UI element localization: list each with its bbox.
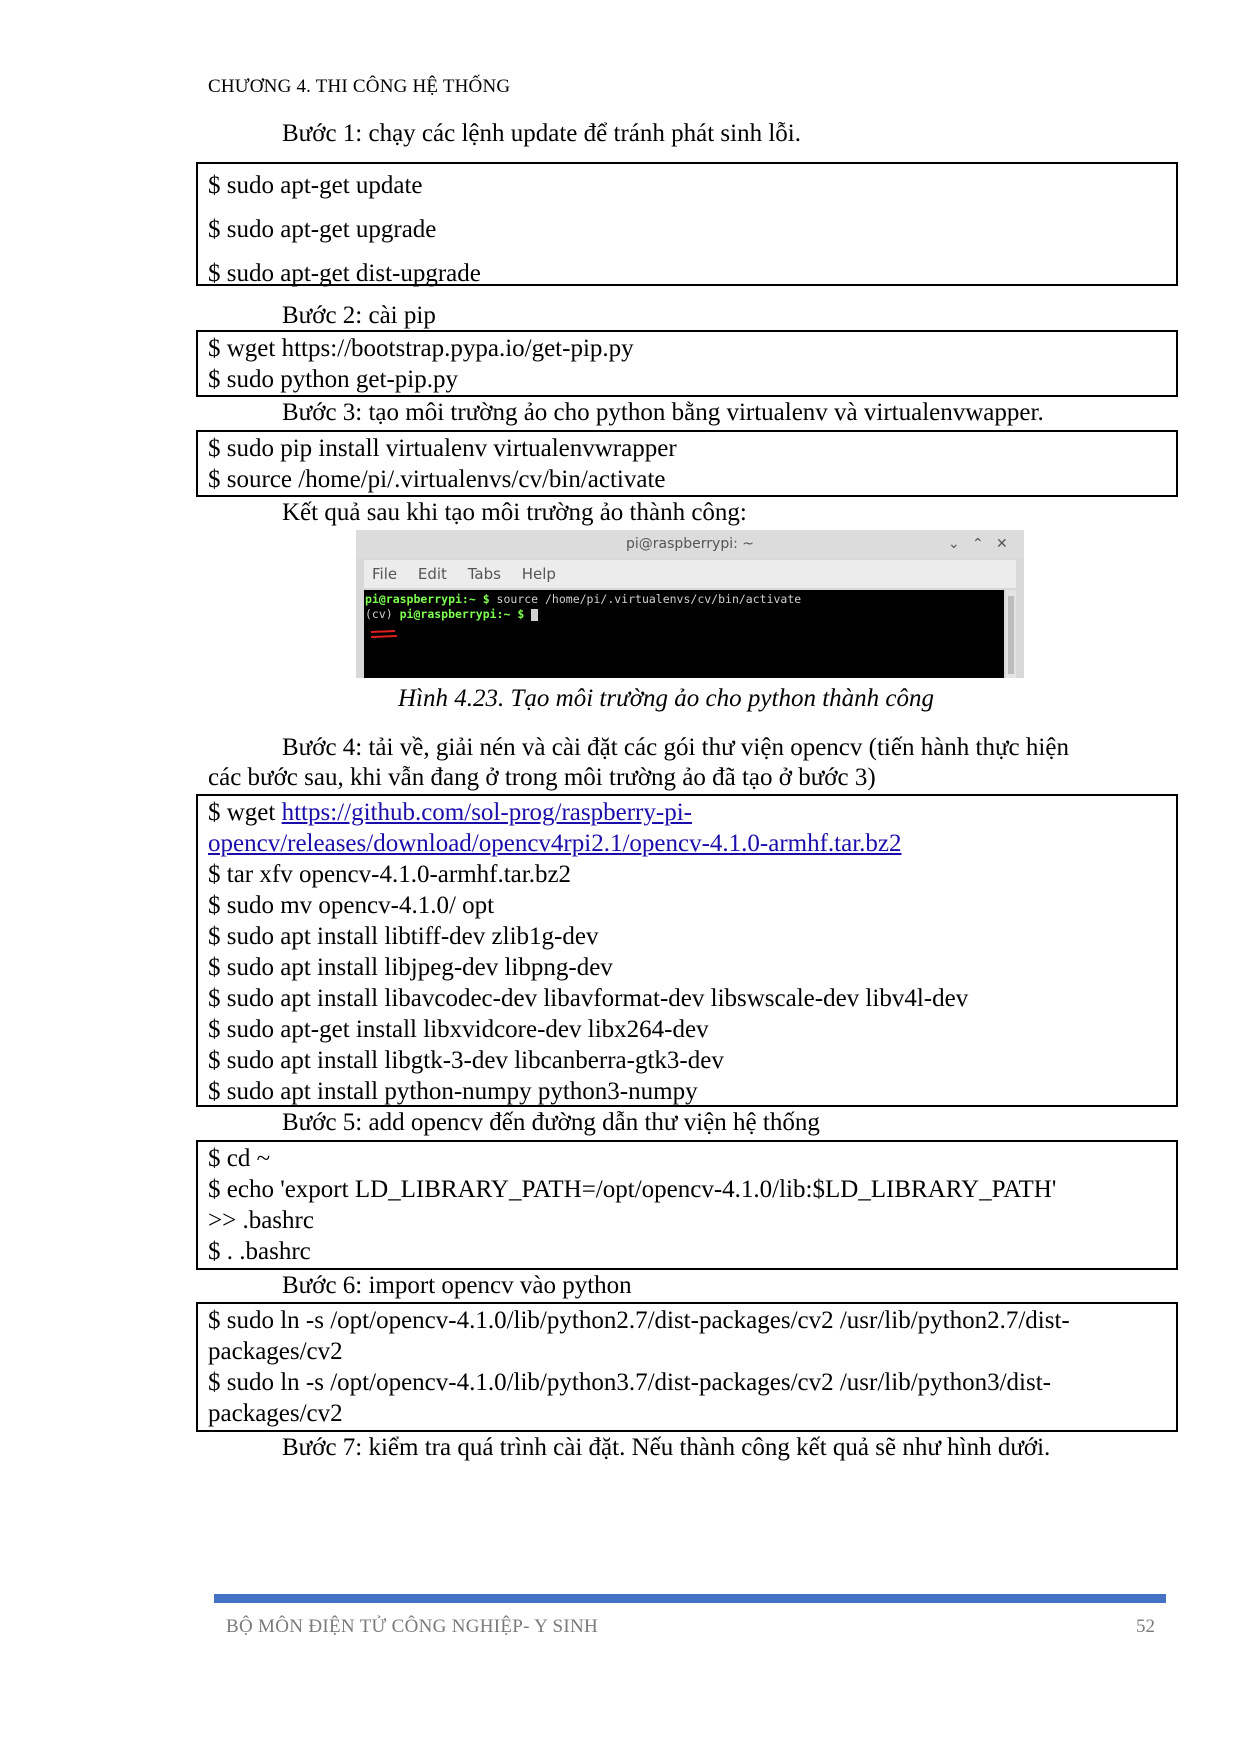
code-line: $ sudo pip install virtualenv virtualenvwrapper	[208, 435, 677, 462]
code-line: $ source /home/pi/.virtualenvs/cv/bin/activate	[208, 466, 666, 493]
code-line: packages/cv2	[208, 1400, 343, 1427]
code-line: $ wget https://bootstrap.pypa.io/get-pip.py	[208, 335, 634, 362]
menu-tabs: Tabs	[467, 565, 501, 583]
menu-file: File	[372, 565, 398, 583]
opencv-download-link[interactable]: opencv/releases/download/opencv4rpi2.1/opencv-4.1.0-armhf.tar.bz2	[208, 830, 902, 857]
step4-code-box	[196, 794, 1178, 1107]
result-text: Kết quả sau khi tạo môi trường ảo thành công:	[282, 499, 747, 526]
code-line: $ sudo apt-get upgrade	[208, 216, 437, 243]
step3-text: Bước 3: tạo môi trường ảo cho python bằng virtualenv và virtualenvwapper.	[282, 399, 1044, 426]
code-line: $ sudo apt install libtiff-dev zlib1g-dev	[208, 923, 599, 950]
page-number: 52	[1136, 1616, 1155, 1637]
terminal-scroll-thumb	[1008, 596, 1014, 674]
red-underline-mark	[369, 628, 409, 642]
terminal-cursor	[531, 609, 538, 621]
step6-code-box	[196, 1302, 1178, 1432]
menu-edit: Edit	[417, 565, 447, 583]
footer-department: BỘ MÔN ĐIỆN TỬ CÔNG NGHIỆP- Y SINH	[226, 1616, 599, 1637]
step2-text: Bước 2: cài pip	[282, 302, 436, 329]
terminal-screen	[364, 590, 1004, 678]
step3-code-box	[196, 430, 1178, 497]
code-line: $ sudo ln -s /opt/opencv-4.1.0/lib/python2.7/dist-packages/cv2 /usr/lib/python2.7/dist-	[208, 1307, 1070, 1334]
code-line: $ sudo mv opencv-4.1.0/ opt	[208, 892, 495, 919]
terminal-screenshot	[356, 530, 1024, 678]
footer-bar	[214, 1594, 1166, 1603]
code-line: $ sudo apt-get dist-upgrade	[208, 260, 481, 287]
close-icon: ✕	[996, 536, 1008, 552]
code-line: $ . .bashrc	[208, 1238, 311, 1265]
code-line: $ sudo apt-get update	[208, 172, 423, 199]
terminal-prompt: pi@raspberrypi:~ $	[399, 607, 532, 621]
code-line: $ echo 'export LD_LIBRARY_PATH=/opt/opencv-4.1.0/lib:$LD_LIBRARY_PATH'	[208, 1176, 1057, 1203]
code-line: $ sudo apt install libgtk-3-dev libcanberra-gtk3-dev	[208, 1047, 724, 1074]
step1-text: Bước 1: chạy các lệnh update để tránh phát sinh lỗi.	[282, 120, 801, 147]
code-line: packages/cv2	[208, 1338, 343, 1365]
wget-prefix: $ wget	[208, 799, 282, 826]
step7-text: Bước 7: kiểm tra quá trình cài đặt. Nếu thành công kết quả sẽ như hình dưới.	[282, 1434, 1051, 1461]
step4-text-line2: các bước sau, khi vẫn đang ở trong môi trường ảo đã tạo ở bước 3)	[208, 764, 876, 791]
code-line: >> .bashrc	[208, 1207, 314, 1234]
figure-caption: Hình 4.23. Tạo môi trường ảo cho python thành công	[398, 685, 934, 712]
code-line: $ sudo apt install libjpeg-dev libpng-dev	[208, 954, 613, 981]
menu-help: Help	[521, 565, 556, 583]
maximize-icon: ⌃	[972, 536, 984, 552]
terminal-env: (cv)	[365, 607, 400, 621]
opencv-download-link[interactable]: https://github.com/sol-prog/raspberry-pi-	[281, 799, 692, 826]
code-line: $ sudo python get-pip.py	[208, 366, 458, 393]
code-line: $ tar xfv opencv-4.1.0-armhf.tar.bz2	[208, 861, 572, 888]
terminal-menu-bar	[364, 560, 1016, 588]
code-line: $ cd ~	[208, 1145, 271, 1172]
step6-text: Bước 6: import opencv vào python	[282, 1272, 632, 1299]
terminal-prompt: pi@raspberrypi:~ $	[365, 592, 490, 606]
step5-text: Bước 5: add opencv đến đường dẫn thư viện hệ thống	[282, 1109, 820, 1136]
code-line: $ sudo apt install libavcodec-dev libavformat-dev libswscale-dev libv4l-dev	[208, 985, 969, 1012]
terminal-title: pi@raspberrypi: ~	[356, 530, 1024, 558]
step2-code-box	[196, 330, 1178, 397]
step5-code-box	[196, 1140, 1178, 1270]
step1-code-box	[196, 162, 1178, 286]
step4-text-line1: Bước 4: tải về, giải nén và cài đặt các gói thư viện opencv (tiến hành thực hiện	[282, 734, 1069, 761]
code-line: $ sudo ln -s /opt/opencv-4.1.0/lib/python3.7/dist-packages/cv2 /usr/lib/python3/dist-	[208, 1369, 1051, 1396]
terminal-command: source /home/pi/.virtualenvs/cv/bin/activate	[489, 592, 802, 606]
chapter-header: CHƯƠNG 4. THI CÔNG HỆ THỐNG	[208, 76, 511, 97]
code-line: $ sudo apt install python-numpy python3-numpy	[208, 1078, 698, 1105]
code-line: $ sudo apt-get install libxvidcore-dev libx264-dev	[208, 1016, 709, 1043]
minimize-icon: ⌄	[948, 536, 960, 552]
